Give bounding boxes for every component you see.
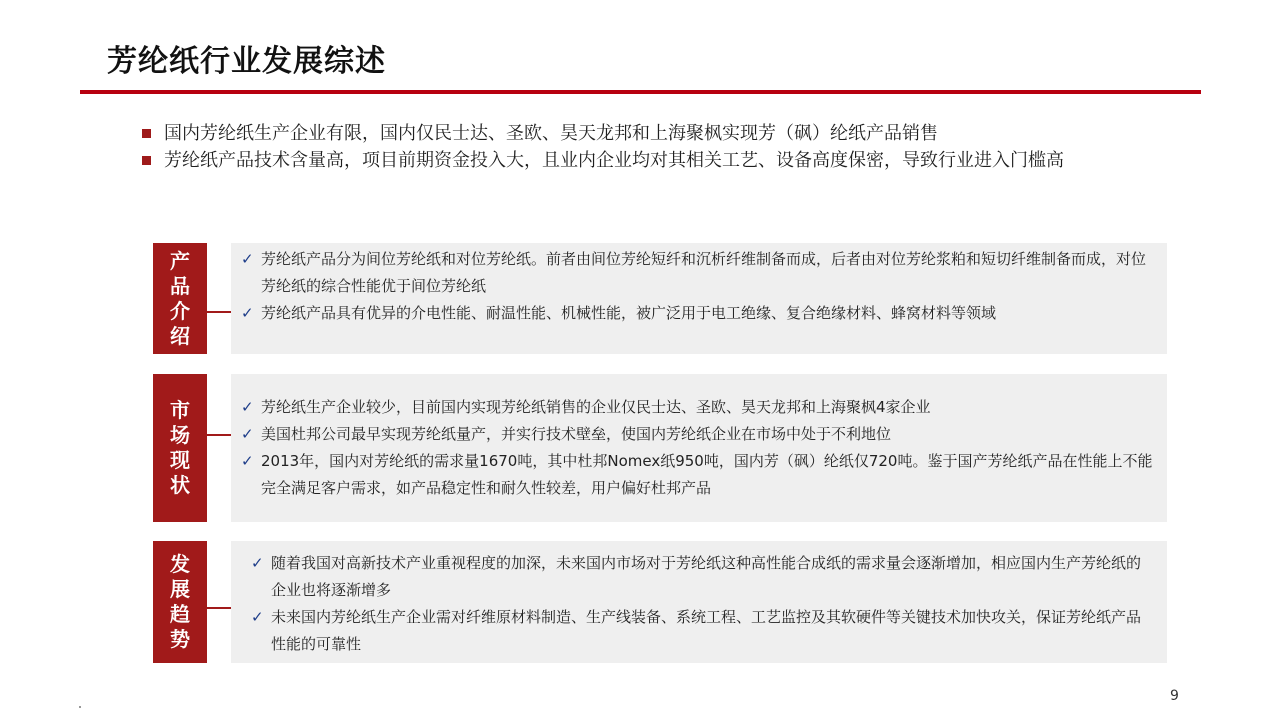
- check-mark-icon: ✓: [251, 554, 264, 572]
- summary-bullet-text: 芳纶纸产品技术含量高，项目前期资金投入大，且业内企业均对其相关工艺、设备高度保密，导致行业进入门槛高: [164, 150, 1064, 171]
- section-content: [231, 243, 1167, 354]
- list-item: [241, 246, 1153, 300]
- section-market-status: [153, 374, 1167, 522]
- section-label: 产品介绍: [170, 248, 190, 348]
- list-item-text: 随着我国对高新技术产业重视程度的加深，未来国内市场对于芳纶纸这种高性能合成纸的需求量会逐渐增加，相应国内生产芳纶纸的企业也将逐渐增多: [271, 554, 1142, 599]
- section-connector: [207, 434, 231, 436]
- list-item: [241, 300, 1153, 327]
- section-label: 市场现状: [170, 398, 190, 497]
- page-number: 9: [1170, 688, 1179, 704]
- section-label: 发展趋势: [170, 552, 190, 651]
- summary-bullet-text: 国内芳纶纸生产企业有限，国内仅民士达、圣欧、昊天龙邦和上海聚枫实现芳（砜）纶纸产品销售: [164, 123, 938, 144]
- list-item: [241, 421, 1153, 448]
- list-item-text: 美国杜邦公司最早实现芳纶纸量产，并实行技术壁垒，使国内芳纶纸企业在市场中处于不利地位: [261, 425, 892, 443]
- summary-bullet: [142, 147, 1182, 174]
- list-item: [251, 604, 1145, 658]
- title-underline: [80, 90, 1201, 94]
- list-item-text: 芳纶纸生产企业较少，目前国内实现芳纶纸销售的企业仅民士达、圣欧、昊天龙邦和上海聚枫4家企业: [261, 398, 931, 416]
- section-label-box: [153, 243, 207, 354]
- check-mark-icon: ✓: [241, 452, 254, 470]
- list-item-text: 芳纶纸产品分为间位芳纶纸和对位芳纶纸。前者由间位芳纶短纤和沉析纤维制备而成，后者由对位芳纶浆粕和短切纤维制备而成，对位芳纶纸的综合性能优于间位芳纶纸: [261, 250, 1147, 295]
- section-connector: [207, 311, 231, 313]
- square-bullet-icon: [142, 129, 151, 138]
- section-label-box: [153, 374, 207, 522]
- list-item-text: 2013年，国内对芳纶纸的需求量1670吨，其中杜邦Nomex纸950吨，国内芳（砜）纶纸仅720吨。鉴于国产芳纶纸产品在性能上不能完全满足客户需求，如产品稳定性和耐久性较差，用户偏好杜邦产品: [261, 452, 1153, 497]
- section-connector: [207, 607, 231, 609]
- page-title: 芳纶纸行业发展综述: [107, 44, 386, 79]
- list-item: [241, 394, 1153, 421]
- list-item-text: 芳纶纸产品具有优异的介电性能、耐温性能、机械性能，被广泛用于电工绝缘、复合绝缘材料、蜂窝材料等领域: [261, 304, 997, 322]
- check-mark-icon: ✓: [241, 250, 254, 268]
- section-label-box: [153, 541, 207, 663]
- check-mark-icon: ✓: [251, 608, 264, 626]
- square-bullet-icon: [142, 156, 151, 165]
- section-development-trend: [153, 541, 1167, 663]
- corner-dot: [79, 706, 81, 708]
- summary-bullets: [142, 120, 1182, 174]
- section-content: [231, 541, 1167, 663]
- section-product-intro: [153, 243, 1167, 354]
- list-item: [251, 550, 1145, 604]
- check-mark-icon: ✓: [241, 304, 254, 322]
- list-item: [241, 448, 1153, 502]
- check-mark-icon: ✓: [241, 398, 254, 416]
- check-mark-icon: ✓: [241, 425, 254, 443]
- summary-bullet: [142, 120, 1182, 147]
- section-content: [231, 374, 1167, 522]
- list-item-text: 未来国内芳纶纸生产企业需对纤维原材料制造、生产线装备、系统工程、工艺监控及其软硬件等关键技术加快攻关，保证芳纶纸产品性能的可靠性: [271, 608, 1142, 653]
